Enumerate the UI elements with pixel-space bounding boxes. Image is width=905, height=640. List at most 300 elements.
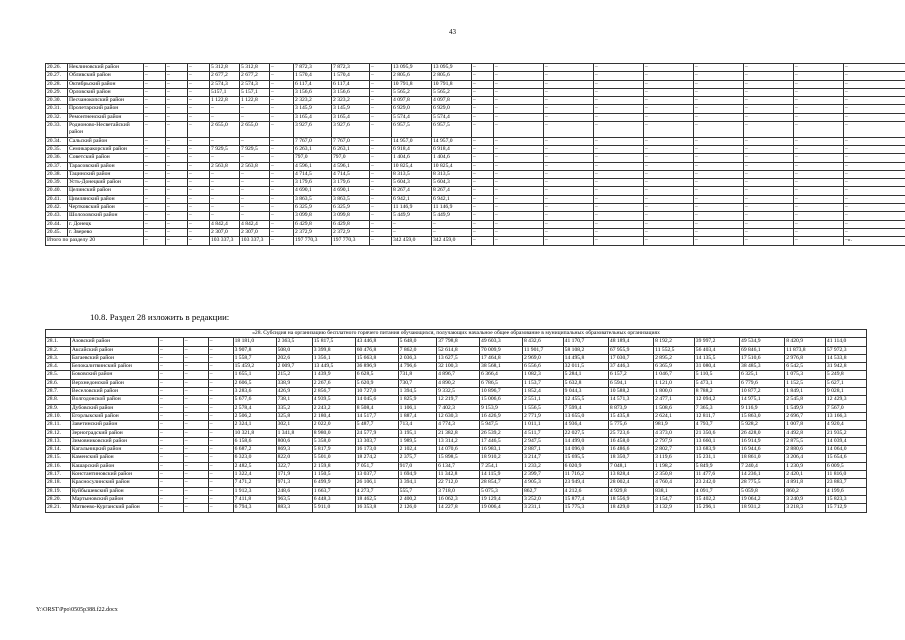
table-cell: – [544,212,594,220]
table-cell: – [594,105,644,113]
district-name: Зимовниковский район [70,437,158,445]
table-cell: 1 341,8 [276,429,312,437]
table-cell: – [240,195,270,203]
table-cell: 10 588,2 [608,388,653,396]
table-cell: 5 604,3 [432,179,472,187]
table-cell: – [544,97,594,105]
table-cell: 2 606,5 [233,379,276,387]
table-cell: 15 654,6 [825,454,866,462]
table-cell: 22 712,0 [437,479,480,487]
table-cell: 24 577,9 [355,429,398,437]
table-cell: 342 459,0 [392,237,432,245]
row-code: 28.11. [46,421,71,429]
table-cell: 26 428,0 [740,429,785,437]
table-cell: 3 132,9 [654,504,695,512]
table-cell: – [270,80,294,88]
table-cell: – [166,204,188,212]
table-cell: – [744,220,794,228]
table-cell: 19 006,4 [480,504,523,512]
table-cell: – [644,204,694,212]
table-cell: – [844,212,905,220]
table-cell: – [208,462,233,470]
table-cell: – [744,179,794,187]
district-name: Егорлыкский район [70,412,158,420]
table-cell: – [144,80,166,88]
table-cell: 1 570,4 [294,72,332,80]
table-cell: – [183,454,208,462]
table-cell: 17 510,6 [740,354,785,362]
table-cell: – [370,212,392,220]
table-cell: – [210,212,240,220]
table-cell: 5 817,9 [312,446,355,454]
table-cell: 7 240,4 [740,462,785,470]
table-cell: – [544,80,594,88]
table-cell: – [270,162,294,170]
table-cell: 4 920,4 [825,421,866,429]
district-name: Тарасовский район [68,162,144,170]
table-cell: 14 064,0 [825,446,866,454]
table-cell: – [144,179,166,187]
district-name: Целинский район [68,187,144,195]
table-cell: 4 929,8 [608,487,653,495]
table-cell: – [144,88,166,96]
table-cell: 1 121,0 [654,379,695,387]
table-cell: 2 802,7 [654,446,695,454]
table-cell: 39 997,2 [694,338,739,346]
table-cell: 2 307,0 [210,228,240,236]
table-cell: – [644,187,694,195]
table-cell: – [144,97,166,105]
table-cell: – [794,72,844,80]
table-cell: – [159,379,184,387]
table-cell: 1 655,1 [233,371,276,379]
row-code: 28.21. [46,504,71,512]
table-cell: – [159,371,184,379]
table-cell: – [644,220,694,228]
district-name: Каменский район [70,454,158,462]
table-cell: – [644,64,694,72]
table-row [46,228,905,236]
table-row [46,454,867,462]
table-row [46,346,867,354]
table-cell: – [210,187,240,195]
table-cell: – [844,228,905,236]
table-cell: – [694,64,744,72]
table-row [46,462,867,470]
table-cell: – [694,154,744,162]
table-cell: 7 051,7 [355,462,398,470]
table-cell: – [594,154,644,162]
table-cell: 6 325,9 [332,204,370,212]
table-row [46,88,905,96]
table-cell: 1 694,9 [398,471,436,479]
table-cell: 17 464,8 [480,354,523,362]
table-cell: 738,1 [276,396,312,404]
table-cell: – [744,137,794,145]
table-cell: 7 767,0 [294,137,332,145]
table-row [46,170,905,178]
table-cell: 7 567,0 [825,404,866,412]
table-cell: – [472,80,494,88]
table-cell: – [594,162,644,170]
table-cell: – [844,64,905,72]
table-cell: 15 695,5 [563,454,608,462]
table-cell: –». [844,237,905,245]
table-row [46,495,867,503]
table-cell: 6 499,9 [312,479,355,487]
table-cell: 6 009,5 [825,462,866,470]
table-cell: – [494,237,544,245]
table-cell: 16 458,0 [608,437,653,445]
table-cell: – [744,64,794,72]
table-cell: – [370,72,392,80]
table-cell: 13 683,9 [694,446,739,454]
table-cell: 13 655,0 [563,412,608,420]
table-cell: – [794,88,844,96]
table-cell: – [370,88,392,96]
district-name: Родионово-Несветайский район [68,122,144,138]
table-cell: 4 891,8 [785,479,826,487]
table-cell: – [270,154,294,162]
table-cell: 26 539,2 [480,429,523,437]
table-cell: – [144,64,166,72]
table-cell: 5 632,8 [563,379,608,387]
table-cell: 19 129,4 [480,495,523,503]
table-cell: 15 877,4 [563,495,608,503]
table-cell: – [159,454,184,462]
table-cell: 197 770,3 [294,237,332,245]
table-cell: 41 114,0 [825,338,866,346]
district-name: Зерноградский район [70,429,158,437]
table-cell: 2 574,3 [210,80,240,88]
table-cell: 12 094,2 [694,396,739,404]
table-cell: 11 146,9 [392,204,432,212]
table-cell: 7 402,3 [437,404,480,412]
table-cell: 7 929,5 [210,145,240,153]
table-cell: 4 714,5 [294,170,332,178]
table-cell: 5 249,8 [825,371,866,379]
table-cell: 508,0 [276,346,312,354]
table-cell: – [644,228,694,236]
table-cell: 963,5 [276,495,312,503]
table-cell: – [844,170,905,178]
table-cell: 48 189,4 [608,338,653,346]
table-cell: – [744,80,794,88]
table-cell: 7 872,3 [332,64,370,72]
table-cell: 1 394,5 [398,388,436,396]
table-cell: – [183,462,208,470]
table-cell: 731,8 [398,371,436,379]
table-cell: 1 122,8 [210,97,240,105]
table-cell: 4 511,7 [522,429,563,437]
table-cell: 4 492,8 [785,429,826,437]
row-code: 20.43. [46,212,68,220]
table-cell: 15 663,8 [355,354,398,362]
table-cell: 11 342,8 [437,471,480,479]
table-cell: – [844,204,905,212]
table-cell: – [144,170,166,178]
table-row [46,64,905,72]
table-cell: 15 459,2 [233,363,276,371]
table-cell: – [208,354,233,362]
row-code: 28.14. [46,446,71,454]
table-cell: – [144,162,166,170]
table-cell: – [594,179,644,187]
table-cell: 862,7 [522,487,563,495]
table-cell: – [144,154,166,162]
table-cell: – [794,220,844,228]
table-cell: 23 242,0 [694,479,739,487]
district-name: Азовский район [70,338,158,346]
table-cell: – [188,154,210,162]
table-cell: 6 429,8 [332,220,370,228]
table-cell: 12 811,7 [694,412,739,420]
table-cell: – [594,220,644,228]
table-cell: – [744,113,794,121]
table-cell: 1 549,9 [785,404,826,412]
table-cell: – [494,113,544,121]
table-cell: – [208,454,233,462]
row-code: 28.2. [46,346,71,354]
table-cell: – [744,237,794,245]
table-cell: 2 323,2 [294,97,332,105]
district-name: Неклиновский район [68,64,144,72]
table-cell: – [166,179,188,187]
table-cell: – [270,237,294,245]
district-name: Цимлянский район [68,195,144,203]
table-cell: 4 596,1 [332,162,370,170]
table-cell: 16 062,3 [437,495,480,503]
table-cell: 11 901,7 [522,346,563,354]
table-cell: – [270,212,294,220]
table-cell: – [159,346,184,354]
table-cell: – [208,338,233,346]
table-cell: – [270,72,294,80]
table-cell: 6 779,6 [740,379,785,387]
table-row [46,396,867,404]
table-cell: 14 039,4 [825,437,866,445]
table-cell: 2 307,0 [240,228,270,236]
table-cell: – [159,487,184,495]
table-cell: 3 165,4 [332,113,370,121]
table-cell: – [694,122,744,138]
table-cell: 2 022,0 [312,421,355,429]
table-cell: – [188,88,210,96]
table-cell: 5 565,2 [392,88,432,96]
table-cell: – [494,179,544,187]
table-cell: – [544,88,594,96]
table-cell: 3 179,6 [294,179,332,187]
table-cell: – [370,137,392,145]
table-cell: – [188,122,210,138]
table-cell: 215,2 [276,371,312,379]
table-cell: – [208,437,233,445]
table-cell: – [183,437,208,445]
table-cell: 197 770,3 [332,237,370,245]
table-cell: – [183,429,208,437]
district-name: Дубовский район [70,404,158,412]
table-cell: 4 212,6 [563,487,608,495]
row-code: 28.19. [46,487,71,495]
table-cell: 32 100,3 [437,363,480,371]
table-cell: 981,9 [654,421,695,429]
table-cell: – [166,187,188,195]
row-code: 20.34. [46,137,68,145]
table-cell: 6 157,2 [608,371,653,379]
table-cell: 18 556,9 [608,495,653,503]
table-cell: 13 166,3 [825,412,866,420]
table-cell: – [166,212,188,220]
table-cell: – [844,122,905,138]
table-cell: – [594,145,644,153]
row-code: 28.13. [46,437,71,445]
table-cell: 21 350,6 [694,429,739,437]
table-cell: 2 482,5 [233,462,276,470]
table-cell: – [644,154,694,162]
table-cell: – [472,72,494,80]
table-cell: – [644,237,694,245]
row-code: 20.29. [46,88,68,96]
table-cell: – [472,154,494,162]
row-code: 28.15. [46,454,71,462]
table-cell: – [472,220,494,228]
table-cell: – [472,179,494,187]
table-cell: – [494,64,544,72]
table-cell: 4 373,0 [654,429,695,437]
district-name: г. Зверево [68,228,144,236]
table-cell: 4 690,1 [332,187,370,195]
table-row [46,404,867,412]
table-cell: 1 075,3 [785,371,826,379]
table-cell: 14 975,1 [740,396,785,404]
table-cell: – [188,145,210,153]
table-cell: 14 115,9 [480,471,523,479]
table-cell: 4 690,1 [294,187,332,195]
table-cell: 5 157,1 [240,88,270,96]
table-cell: 2 126,0 [398,504,436,512]
table-cell: 15 435,8 [608,412,653,420]
table-cell: 7 471,2 [233,479,276,487]
table-cell: – [694,145,744,153]
table-cell: – [694,97,744,105]
table-cell: 2 477,1 [654,396,695,404]
row-code: 28.10. [46,412,71,420]
table-cell: – [183,446,208,454]
table-cell: – [144,105,166,113]
table-cell: – [183,404,208,412]
table-cell: – [208,346,233,354]
table-cell: – [159,479,184,487]
row-code: 20.42. [46,204,68,212]
table-cell: – [494,220,544,228]
table-cell: 15 775,3 [563,504,608,512]
table-cell: 5 449,9 [432,212,472,220]
table-cell: – [188,195,210,203]
table-cell: – [159,421,184,429]
table-cell: – [594,72,644,80]
table-cell: 15 402,2 [694,495,739,503]
table-cell: 6 929,0 [392,105,432,113]
table-cell: 57 972,3 [825,346,866,354]
table-cell: 10 791,8 [392,80,432,88]
district-name: Песчанокопский район [68,97,144,105]
table-cell: – [166,97,188,105]
table-cell: – [159,354,184,362]
table-cell: – [166,122,188,138]
table-cell: – [844,195,905,203]
table-row [46,437,867,445]
table-cell: 15 231,1 [694,454,739,462]
table-cell: 3 863,5 [294,195,332,203]
table-cell: 202,6 [276,354,312,362]
table-cell: 8 313,5 [392,170,432,178]
table-cell: 2 947,5 [522,437,563,445]
table-cell: – [494,204,544,212]
table-cell: – [159,363,184,371]
table-cell: 5 574,4 [392,113,432,121]
table-cell: 5 312,8 [240,64,270,72]
table-cell: 6 628,5 [355,371,398,379]
table-cell: – [794,113,844,121]
table-cell: 6 325,1 [740,371,785,379]
table-cell: 7 929,5 [240,145,270,153]
table-cell: – [844,179,905,187]
table-cell: – [494,122,544,138]
table-cell: – [472,113,494,121]
table-cell: – [694,88,744,96]
table-cell: 12 630,3 [437,412,480,420]
table-cell: 555,7 [398,487,436,495]
table-cell: 2 009,7 [276,363,312,371]
table-cell: – [844,162,905,170]
table-cell: – [183,487,208,495]
table-cell: 5 677,6 [233,396,276,404]
table-cell: – [159,388,184,396]
table-cell: – [210,195,240,203]
table-cell: – [370,220,392,228]
table-cell: 3 907,8 [233,346,276,354]
table-cell: 9 028,1 [825,388,866,396]
table-cell: 3 099,8 [332,212,370,220]
table-cell: – [744,228,794,236]
table-cell: 12 219,7 [437,396,480,404]
table-row [46,179,905,187]
table-cell: 171,9 [276,471,312,479]
table-cell: 2 324,1 [233,421,276,429]
table-cell: 11 716,2 [563,471,608,479]
table-cell: – [208,388,233,396]
table-cell: – [744,105,794,113]
table-cell: – [694,220,744,228]
table-row [46,113,905,121]
table-cell: 248,6 [276,487,312,495]
table-cell: 14 957,0 [392,137,432,145]
table-cell: 3 206,4 [785,454,826,462]
table-cell: – [240,212,270,220]
table-cell: – [188,162,210,170]
table-cell: 8 420,9 [785,338,826,346]
row-code: 28.8. [46,396,71,404]
table-cell: 800,6 [276,437,312,445]
table-row [46,371,867,379]
table-cell: – [183,396,208,404]
district-name: Сальский район [68,137,144,145]
table-cell: 2 624,1 [654,412,695,420]
table-cell: 15 006,6 [480,396,523,404]
table-cell: – [794,170,844,178]
table-row [46,354,867,362]
row-code: 20.41. [46,195,68,203]
